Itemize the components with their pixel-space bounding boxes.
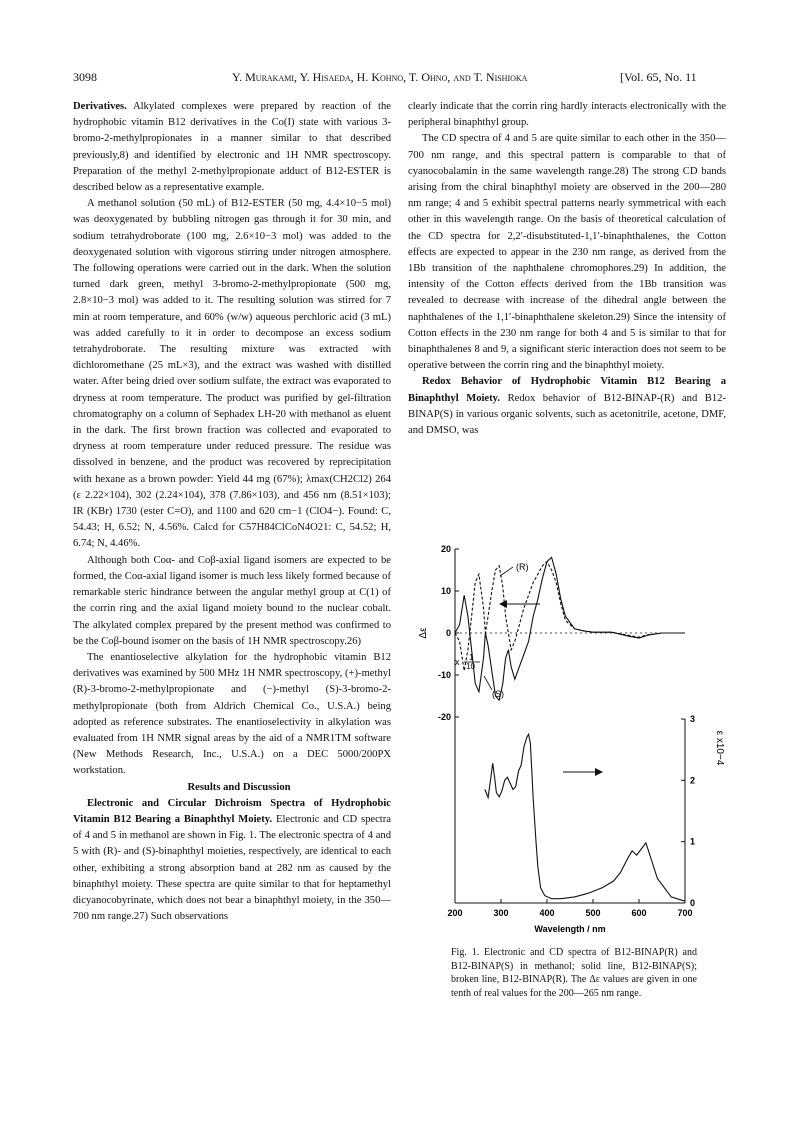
x-tick-label: 300	[493, 908, 509, 918]
chart-lines	[455, 557, 685, 901]
cd-y-tick-label: 10	[440, 586, 451, 596]
x-axis-label: Wavelength / nm	[534, 924, 606, 934]
run-in-heading: Electronic and Circular Dichroism Spectra of Hydrophobic Vitamin B12 Bearing a Binaphthyl Moiety.	[73, 797, 391, 825]
paragraph	[408, 374, 726, 439]
x-tick-label: 400	[539, 908, 555, 918]
cd-series-s-solid	[455, 557, 685, 700]
paragraph-text: Redox behavior of B12-BINAP-(R) and B12-BINAP(S) in various organic solvents, such as acetonitrile, acetone, DMF, and DMSO, was	[408, 392, 726, 437]
paragraph-text: Alkylated complexes were prepared by reaction of the hydrophobic vitamin B12 derivatives in the Co(I) state with various 3-bromo-2-methylpropionates in a manner similar to that described previously,8) and identified by electronic and 1H NMR spectroscopy. Preparation of the methyl 2-methylpropionate adduct of B12-ESTER is described below as a representative example.	[73, 101, 391, 194]
paragraph: clearly indicate that the corrin ring hardly interacts electronically with the peripheral binaphthyl group.	[408, 101, 726, 129]
x-tick-label: 700	[677, 908, 693, 918]
figure-caption: Fig. 1. Electronic and CD spectra of B12-BINAP(R) and B12-BINAP(S) in methanol; solid line, B12-BINAP(S); broken line, B12-BINAP(R). The Δε values are given in one tenth of real values for the 200—265 nm range.	[451, 947, 697, 999]
label-s-leader	[484, 676, 492, 690]
scale-top: 1	[469, 653, 474, 662]
right-column	[408, 99, 726, 439]
section-title: Results and Discussion	[187, 781, 291, 793]
paragraph-text: Electronic and CD spectra of 4 and 5 in methanol are shown in Fig. 1. The electronic spectra of 4 and 5 with (R)- and (S)-binaphthyl moieties, respectively, are identical to each other, exhibiting a strong absorption band at 282 nm as caused by the binaphthyl moiety. These spectra are quite similar to that for heptamethyl dicyanocobyrinate, which does not bear a binaphthyl moiety, in the 350—700 nm range.27) Such observations	[73, 813, 391, 923]
volume-info: [Vol. 65, No. 11	[620, 70, 697, 84]
label-r-leader	[500, 567, 513, 576]
cd-arrow	[499, 600, 540, 608]
paragraph: A methanol solution (50 mL) of B12-ESTER (50 mg, 4.4×10−5 mol) was deoxygenated by bubbling nitrogen gas through it for 30 min, and sodium tetrahydroborate (100 mg, 2.6×10−3 mol) was added to the deoxygenated solution with vigorous stirring under nitrogen atmosphere. The following operations were carried out in the dark. When the solution turned dark green, methyl 3-bromo-2-methylpropionate (500 mg, 2.8×10−3 mol) was added to it. The resulting solution was stirred for 7 min at room temperature, and 60% (w/w) aqueous perchloric acid (3 mL) was added carefully to it in order to decompose an excess sodium tetrahydroborate. The resulting mixture was extracted with dichloromethane (25 mL×3), and the extract was washed with distilled water. After being dried over sodium sulfate, the extract was evaporated to dryness at room temperature. The product was purified by gel-filtration chromatography on a column of Sephadex LH-20 with methanol as eluent in the dark. The first brown fraction was collected and evaporated to dryness at room temperature under reduced pressure. The residue was dissolved in benzene, and the product was recovered by reprecipitation with hexane as a brown powder: Yield 44 mg (67%); λmax(CH2Cl2) 264 (ε 2.22×104), 302 (2.24×104), 378 (7.86×103), and 456 nm (8.51×103); IR (KBr) 1730 (ester C=O), and 1100 and 620 cm−1 (ClO4−). Found: C, 54.43; H, 6.52; N, 4.56%. Calcd for C57H84ClCoN4O21: C, 54.52; H, 6.74; N, 4.46%.	[73, 198, 391, 550]
abs-y-tick-label: 3	[690, 714, 696, 724]
cd-series-r-dashed	[455, 562, 685, 671]
abs-y-tick-label: 2	[690, 775, 696, 786]
abs-y-tick-label: 1	[690, 836, 696, 847]
abs-y-axis-label: ε x10−4	[714, 730, 725, 766]
paragraph: The CD spectra of 4 and 5 are quite similar to each other in the 350—700 nm range, and this spectral pattern is comparable to that of cyanocobalamin in the same wavelength range.28) The strong CD bands arising from the chiral binaphthyl moiety are observed in the 200—280 nm range; 4 and 5 exhibit spectral patterns nearly symmetrical with each other in this wavelength range. On the basis of theoretical calculation of the CD spectra for 2,2′-disubstituted-1,1′-binaphthalenes, the Cotton effects are expected to appear in the 230 nm range, as derived from the 1Bb transition of the naphthalene chromophores.29) In addition, the intensity of the Cotton effects derived from the 1Bb transition was revealed to decrease with increase of the dihedral angle between the naphthalenes of the 1,1′-binaphthalene skeleton.29) Since the intensity of Cotton effects in the 230 nm range for both 4 and 5 is similar to that for binaphthalenes 8 and 9, a significant steric interaction does not seem to be operative between the corrin ring and the binaphthyl moiety.	[408, 133, 726, 372]
cd-y-axis-label: Δε	[418, 627, 429, 639]
label-s: (S)	[492, 689, 504, 699]
label-r: (R)	[516, 562, 529, 572]
scale-x-label: x	[455, 657, 460, 667]
running-authors: Y. Murakami, Y. Hisaeda, H. Kohno, T. Ohno, and T. Nishioka	[232, 70, 528, 84]
cd-y-tick-label: 0	[445, 628, 451, 638]
paragraph: Although both Coα- and Coβ-axial ligand isomers are expected to be formed, the Coα-axial ligand isomer is much less likely formed because of remarkable steric hindrance between the angular methyl group at C(1) of the corrin ring and the axial ligand moiety bound to the nuclear cobalt. The alkylated complex prepared by the present method was confirmed to be the Coβ-bound isomer on the basis of 1H NMR spectroscopy.26)	[73, 554, 391, 647]
abs-arrow	[563, 768, 603, 776]
x-tick-label: 200	[447, 908, 463, 918]
paragraph	[73, 796, 391, 926]
chart-axes	[455, 549, 685, 903]
left-column	[73, 99, 391, 925]
x-tick-label: 600	[631, 908, 647, 918]
absorption-series	[485, 734, 685, 901]
scale-bottom: 10	[466, 662, 475, 671]
paragraph	[73, 99, 391, 196]
page-number: 3098	[73, 70, 97, 84]
cd-y-tick-label: -20	[437, 712, 451, 722]
cd-y-tick-label: -10	[437, 670, 451, 680]
chart-ticks	[438, 544, 695, 918]
cd-y-tick-label: 20	[440, 544, 451, 554]
paragraph: The enantioselective alkylation for the hydrophobic vitamin B12 derivatives was examined by 500 MHz 1H NMR spectroscopy, (+)-methyl (R)-3-bromo-2-methylpropionate and (−)-methyl (S)-3-bromo-2-methylpropionate (both from Aldrich Chemical Co., U.S.A.) being adopted as reference substrates. The enantioselectivity in alkylation was evaluated from 1H NMR signal areas by the aid of a NMR1TM software (New Methods Research, Inc., U.S.A.) on a DEC 5000/200PX workstation.	[73, 651, 391, 777]
abs-y-tick-label: 0	[690, 898, 696, 908]
x-tick-label: 500	[585, 908, 601, 918]
run-in-heading: Derivatives.	[73, 101, 127, 112]
run-in-heading: Redox Behavior of Hydrophobic Vitamin B12 Bearing a Binaphthyl Moiety.	[408, 376, 726, 404]
